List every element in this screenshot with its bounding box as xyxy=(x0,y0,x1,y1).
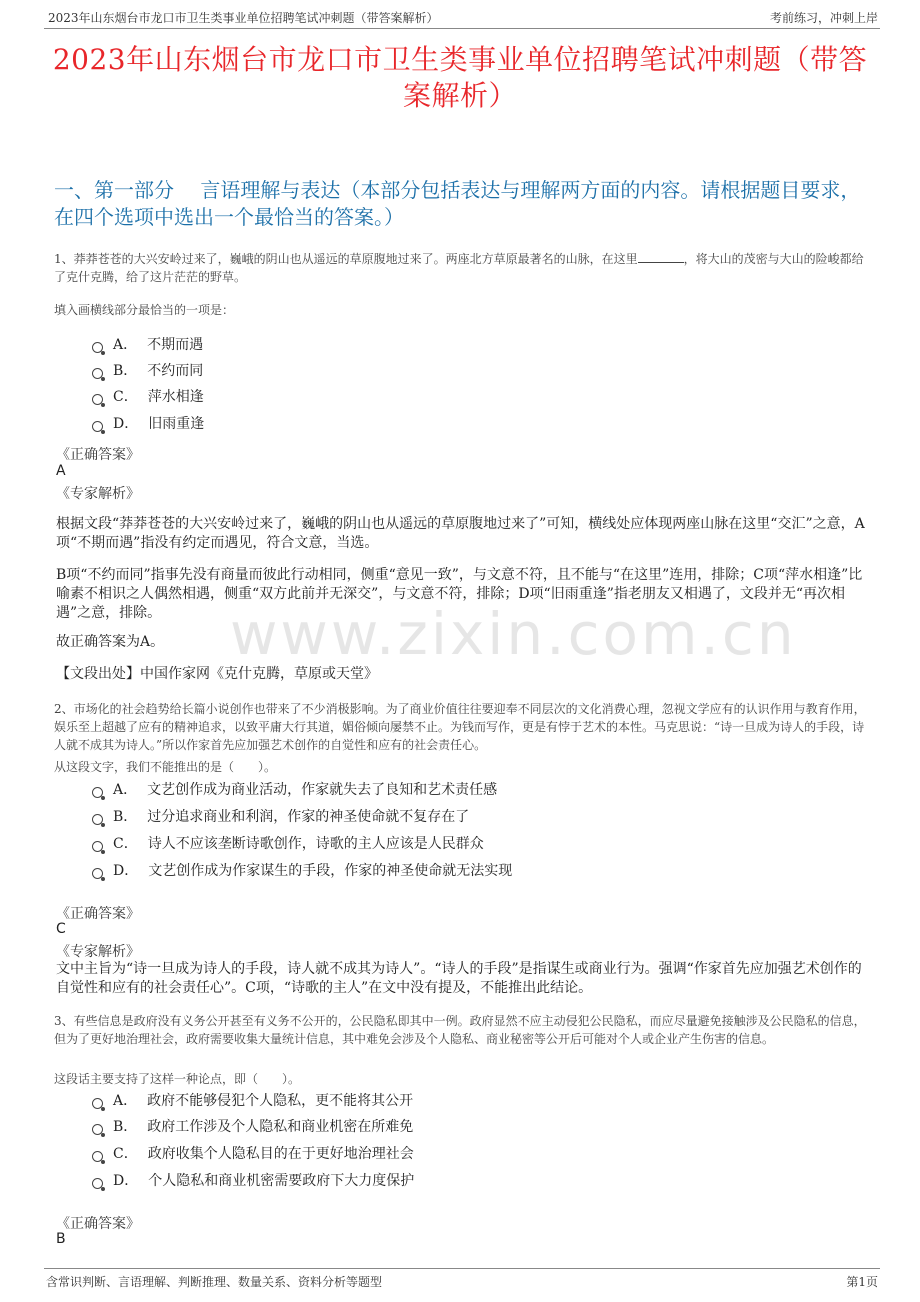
radio-icon[interactable] xyxy=(92,368,103,379)
analysis-paragraph: 文中主旨为“诗一旦成为诗人的手段，诗人就不成其为诗人”。“诗人的手段”是指谋生或商业行为。强调“作家首先应加强艺术创作的自觉性和应有的社会责任心”。C项，“诗歌的主人”在文中没有提及，不能推出此结论。 xyxy=(56,961,862,996)
document-title: 2023年山东烟台市龙口市卫生类事业单位招聘笔试冲刺题（带答案解析） xyxy=(52,43,868,112)
radio-icon[interactable] xyxy=(92,1178,103,1189)
radio-icon[interactable] xyxy=(92,342,103,353)
q2-option-d[interactable]: D． 文艺创作成为作家谋生的手段，作家的神圣使命就无法实现 xyxy=(92,860,512,880)
analysis-paragraph: 根据文段“莽莽苍苍的大兴安岭过来了，巍峨的阴山也从遥远的草原腹地过来了”可知，横线处应体现两座山脉在这里“交汇”之意，A项“不期而遇”指没有约定而遇见，符合文意，当选。 xyxy=(56,516,865,551)
radio-icon[interactable] xyxy=(92,1098,103,1109)
fill-blank xyxy=(638,262,684,263)
question-3-stem: 3、有些信息是政府没有义务公开甚至有义务不公开的，公民隐私即其中一例。政府显然不应主动侵犯公民隐私，而应尽量避免接触涉及公民隐私的信息，但为了更好地治理社会，政府需要收集大量统计信息，其中难免会涉及个人隐私、商业秘密等公开后可能对个人或企业产生伤害的信息。 xyxy=(54,1014,866,1046)
question-2-prompt: 从这段文字，我们不能推出的是（ ）。 xyxy=(54,760,277,774)
header-title: 2023年山东烟台市龙口市卫生类事业单位招聘笔试冲刺题（带答案解析） xyxy=(48,11,439,25)
q3-option-d[interactable]: D． 个人隐私和商业机密需要政府下大力度保护 xyxy=(92,1170,414,1190)
header-slogan: 考前练习，冲刺上岸 xyxy=(769,11,878,25)
page-number: 第1页 xyxy=(846,1275,878,1289)
analysis-label: 《专家解析》 xyxy=(56,944,140,960)
answer-value: C xyxy=(56,921,66,937)
answer-label: 《正确答案》 xyxy=(56,447,140,463)
question-1-prompt: 填入画横线部分最恰当的一项是： xyxy=(54,303,235,317)
analysis-conclusion: 故正确答案为A。 xyxy=(56,634,165,650)
q1-option-b[interactable]: B． 不约而同 xyxy=(92,360,203,380)
analysis-paragraph: B项“不约而同”指事先没有商量而彼此行动相同，侧重“意见一致”，与文意不符，且不能与“在这里”连用，排除；C项“萍水相逢”比喻素不相识之人偶然相遇，侧重“双方此前并无深交”，与文意不符，排除；D项“旧雨重逢”指老朋友又相遇了，文段并无“再次相遇”之意，排除。 xyxy=(56,567,863,621)
question-1-stem: 1、莽莽苍苍的大兴安岭过来了，巍峨的阴山也从遥远的草原腹地过来了。两座北方草原最著名的山脉，在这里 ，将大山的茂密与大山的险峻都给了克什克腾，给了这片茫茫的野草。 xyxy=(54,252,864,284)
radio-icon[interactable] xyxy=(92,1124,103,1135)
analysis-label: 《专家解析》 xyxy=(56,486,140,502)
answer-value: B xyxy=(56,1231,66,1247)
footer-note: 含常识判断、言语理解、判断推理、数量关系、资料分析等题型 xyxy=(46,1275,383,1289)
radio-icon[interactable] xyxy=(92,394,103,405)
q1-option-d[interactable]: D． 旧雨重逢 xyxy=(92,413,204,433)
answer-value: A xyxy=(56,463,66,479)
q1-option-a[interactable]: A． 不期而遇 xyxy=(92,334,203,354)
radio-icon[interactable] xyxy=(92,1151,103,1162)
section-heading: 一、第一部分 言语理解与表达（本部分包括表达与理解两方面的内容。请根据题目要求，在四个选项中选出一个最恰当的答案。） xyxy=(54,178,861,229)
header-divider xyxy=(44,28,880,29)
radio-icon[interactable] xyxy=(92,814,103,825)
source-citation: 【文段出处】中国作家网《克什克腾，草原或天堂》 xyxy=(56,666,378,682)
q1-option-c[interactable]: C． 萍水相逢 xyxy=(92,386,204,406)
q2-option-c[interactable]: C． 诗人不应该垄断诗歌创作，诗歌的主人应该是人民群众 xyxy=(92,833,484,853)
radio-icon[interactable] xyxy=(92,868,103,879)
q2-option-b[interactable]: B． 过分追求商业和利润，作家的神圣使命就不复存在了 xyxy=(92,806,469,826)
q3-option-a[interactable]: A． 政府不能够侵犯个人隐私，更不能将其公开 xyxy=(92,1090,413,1110)
radio-icon[interactable] xyxy=(92,841,103,852)
answer-label: 《正确答案》 xyxy=(56,1216,140,1232)
answer-label: 《正确答案》 xyxy=(56,906,140,922)
page-header xyxy=(0,0,920,28)
q3-option-c[interactable]: C． 政府收集个人隐私目的在于更好地治理社会 xyxy=(92,1143,414,1163)
watermark: www.zixin.com.cn xyxy=(230,600,797,668)
radio-icon[interactable] xyxy=(92,787,103,798)
q3-option-b[interactable]: B． 政府工作涉及个人隐私和商业机密在所难免 xyxy=(92,1116,413,1136)
question-2-stem: 2、市场化的社会趋势给长篇小说创作也带来了不少消极影响。为了商业价值往往要迎奉不同层次的文化消费心理，忽视文学应有的认识作用与教育作用，娱乐至上超越了应有的精神追求，以致平庸大行其道，媚俗倾向屡禁不止。为钱而写作，更是有悖于艺术的本性。马克思说：“诗一旦成为诗人的手段，诗人就不成其为诗人。”所以作家首先应加强艺术创作的自觉性和应有的社会责任心。 xyxy=(54,702,866,752)
footer-divider xyxy=(44,1268,880,1269)
question-3-prompt: 这段话主要支持了这样一种论点，即（ ）。 xyxy=(54,1072,301,1086)
radio-icon[interactable] xyxy=(92,421,103,432)
q2-option-a[interactable]: A． 文艺创作成为商业活动，作家就失去了良知和艺术责任感 xyxy=(92,779,497,799)
